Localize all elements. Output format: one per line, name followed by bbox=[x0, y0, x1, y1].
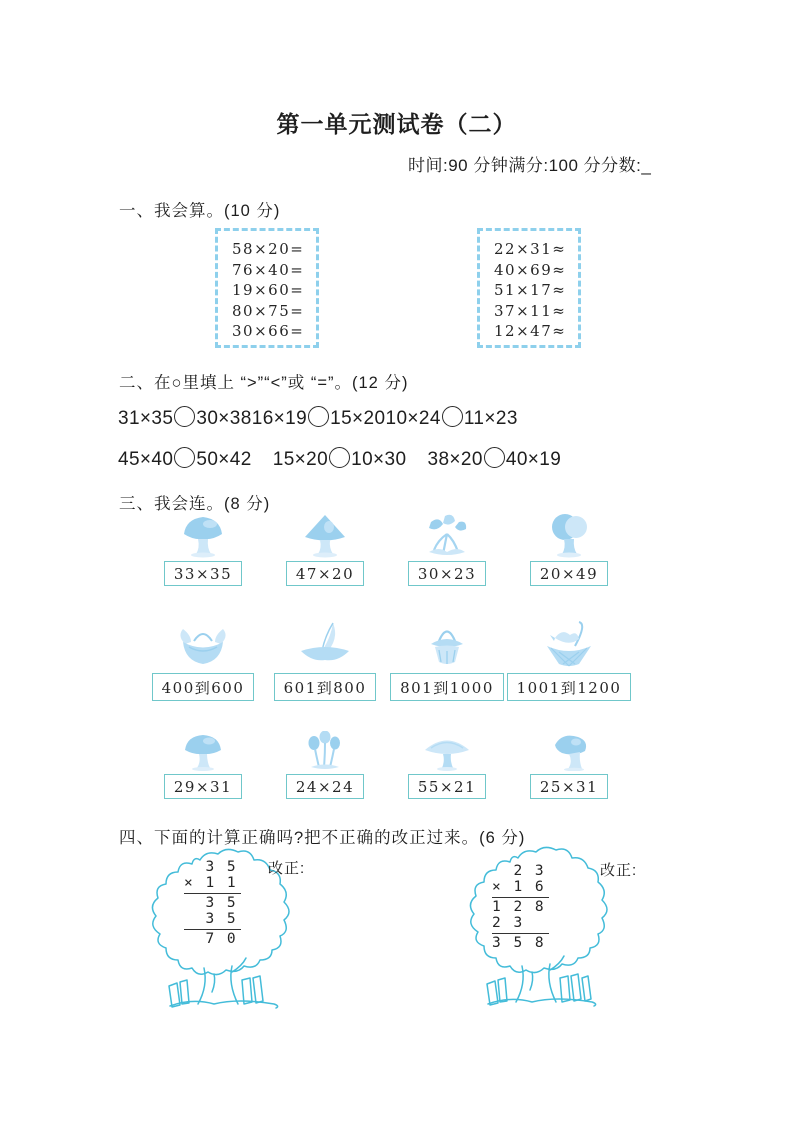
match-label: 29×31 bbox=[164, 774, 242, 799]
match-row-mushrooms-top bbox=[142, 512, 642, 586]
compare-left: 16×19 bbox=[251, 408, 308, 429]
compare-left: 10×24 bbox=[385, 408, 441, 429]
match-label: 30×23 bbox=[408, 561, 486, 586]
calc-line: 2 3 bbox=[492, 914, 525, 931]
match-item bbox=[142, 731, 264, 799]
compare-right: 50×42 bbox=[196, 449, 252, 470]
match-label: 24×24 bbox=[286, 774, 364, 799]
calc-line: 1 2 8 bbox=[492, 899, 546, 916]
match-row-baskets bbox=[142, 620, 642, 701]
basket-bird-icon bbox=[541, 620, 597, 670]
mushroom-triangle-icon bbox=[299, 512, 351, 558]
mushroom-icon bbox=[177, 731, 229, 771]
match-item bbox=[142, 512, 264, 586]
match-label: 33×35 bbox=[164, 561, 242, 586]
match-item bbox=[142, 620, 264, 701]
calc-line: × 1 6 bbox=[492, 878, 546, 895]
compare-left: 31×35 bbox=[118, 408, 174, 429]
match-label: 55×21 bbox=[408, 774, 486, 799]
calc-line: 3 5 8 bbox=[492, 935, 546, 952]
match-label: 1001到1200 bbox=[507, 673, 632, 701]
calc-line: 3 5 bbox=[184, 895, 238, 912]
time-score-line: 时间:90 分钟满分:100 分分数:_ bbox=[408, 156, 652, 175]
match-item bbox=[508, 512, 630, 586]
match-item bbox=[386, 512, 508, 586]
calc-rule-line bbox=[492, 897, 549, 898]
compare-right: 10×30 bbox=[351, 449, 407, 470]
calc-line: 2 3 bbox=[492, 863, 546, 879]
calc-problem: 76×40= bbox=[232, 260, 305, 279]
calc-problem: 19×60= bbox=[232, 281, 305, 300]
calc-line: 7 0 bbox=[184, 931, 238, 948]
compare-circle bbox=[174, 447, 195, 468]
match-item bbox=[264, 512, 386, 586]
calc-problem: 40×69≈ bbox=[494, 260, 567, 279]
comparison-pair bbox=[118, 406, 252, 430]
calc-problem: 22×31≈ bbox=[494, 240, 567, 258]
mushroom-icon bbox=[177, 512, 229, 558]
section2-heading: 二、在○里填上 “>”“<”或 “=”。(12 分) bbox=[119, 374, 409, 392]
section1-heading: 一、我会算。(10 分) bbox=[119, 202, 281, 220]
comparison-row bbox=[118, 406, 518, 430]
basket-dome-icon bbox=[419, 620, 475, 670]
compare-right: 30×38 bbox=[196, 408, 252, 429]
exact-calculation-box bbox=[215, 228, 319, 348]
compare-left: 15×20 bbox=[272, 449, 329, 470]
calc-problem: 51×17≈ bbox=[494, 281, 567, 300]
calc-problem: 80×75= bbox=[232, 301, 305, 320]
comparison-row bbox=[118, 447, 582, 471]
calc-problem: 12×47≈ bbox=[494, 322, 567, 341]
mushroom-cluster-icon bbox=[299, 731, 351, 771]
calc-rule-line bbox=[184, 929, 241, 930]
compare-circle bbox=[329, 447, 350, 468]
mushroom-flat-icon bbox=[421, 731, 473, 771]
calc-problem: 30×66= bbox=[232, 322, 305, 341]
match-label: 25×31 bbox=[530, 774, 608, 799]
calc-problem: 37×11≈ bbox=[494, 301, 567, 320]
calc-problem: 58×20= bbox=[232, 240, 305, 258]
match-label: 400到600 bbox=[152, 673, 255, 701]
calc-line: × 1 1 bbox=[184, 874, 238, 891]
comparison-pair bbox=[428, 447, 562, 471]
comparison-pair bbox=[273, 447, 407, 471]
match-label: 801到1000 bbox=[390, 673, 504, 701]
basket-wings-icon bbox=[175, 620, 231, 670]
match-item bbox=[508, 620, 630, 701]
section4-heading: 四、下面的计算正确吗?把不正确的改正过来。(6 分) bbox=[119, 829, 526, 847]
match-label: 20×49 bbox=[530, 561, 608, 586]
match-label: 47×20 bbox=[286, 561, 364, 586]
match-item bbox=[386, 731, 508, 799]
comparison-pair bbox=[118, 447, 252, 471]
calc-line: 3 5 bbox=[184, 910, 238, 927]
correction-label: 改正: bbox=[268, 860, 306, 877]
vertical-calculation bbox=[184, 860, 241, 948]
match-row-mushrooms-bottom bbox=[142, 731, 642, 799]
compare-circle bbox=[484, 447, 505, 468]
mushroom-round-icon bbox=[543, 512, 595, 558]
section3-heading: 三、我会连。(8 分) bbox=[119, 495, 271, 513]
calc-rule-line bbox=[492, 933, 549, 934]
match-label: 601到800 bbox=[274, 673, 377, 701]
compare-left: 45×40 bbox=[118, 449, 174, 470]
match-item bbox=[386, 620, 508, 701]
basket-sail-icon bbox=[297, 620, 353, 670]
compare-left: 38×20 bbox=[427, 449, 483, 470]
calc-line: 3 5 bbox=[184, 859, 238, 875]
compare-right: 40×19 bbox=[505, 449, 562, 470]
flower-cluster-icon bbox=[421, 512, 473, 558]
match-item bbox=[264, 731, 386, 799]
calc-rule-line bbox=[184, 893, 241, 894]
match-item bbox=[264, 620, 386, 701]
compare-right: 15×20 bbox=[330, 408, 386, 429]
compare-circle bbox=[308, 406, 329, 427]
comparison-pair bbox=[386, 406, 518, 430]
estimate-calculation-box bbox=[477, 228, 581, 348]
mushroom-leaning-icon bbox=[543, 731, 595, 771]
vertical-calculation bbox=[492, 864, 549, 952]
compare-circle bbox=[442, 406, 463, 427]
compare-right: 11×23 bbox=[463, 408, 518, 429]
correction-label: 改正: bbox=[600, 862, 638, 879]
match-item bbox=[508, 731, 630, 799]
comparison-pair bbox=[252, 406, 386, 430]
page-title: 第一单元测试卷（二） bbox=[276, 111, 517, 137]
compare-circle bbox=[174, 406, 195, 427]
